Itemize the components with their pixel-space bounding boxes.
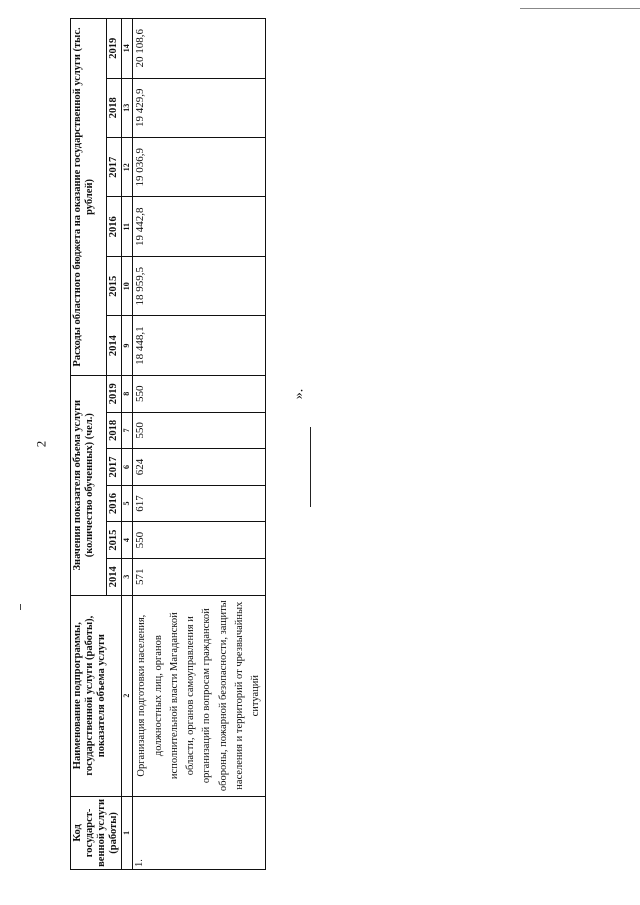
header-expense-year: 2019 — [107, 19, 122, 79]
volume-value: 550 — [133, 375, 266, 412]
header-volume-year: 2019 — [107, 375, 122, 412]
expense-value: 20 108,6 — [133, 19, 266, 79]
header-volume-year: 2014 — [107, 558, 122, 595]
volume-value: 550 — [133, 522, 266, 559]
closing-quote-mark: ». — [291, 388, 307, 400]
column-number: 7 — [122, 412, 133, 449]
expense-table-rotated — [70, 18, 262, 870]
service-name: Организация подготовки населения, должностных лиц, органов исполнительной власти Магаданской области, органов самоуправления и организаций по вопросам гражданской обороны, пожарной безопасности, защиты населения и территорий от чрезвычайных ситуаций — [133, 595, 266, 796]
column-number: 13 — [122, 78, 133, 137]
column-number: 8 — [122, 375, 133, 412]
column-number: 10 — [122, 256, 133, 315]
column-number: 2 — [122, 595, 133, 796]
column-number: 4 — [122, 522, 133, 559]
expense-value: 19 036,9 — [133, 138, 266, 197]
expense-value: 19 429,9 — [133, 78, 266, 137]
expense-value: 18 448,1 — [133, 316, 266, 375]
header-code: Код государст-венной услуги (работы) — [71, 796, 122, 869]
services-table — [70, 18, 266, 870]
table-row — [133, 19, 266, 870]
header-volume-year: 2017 — [107, 449, 122, 486]
volume-value: 617 — [133, 485, 266, 522]
header-volume-year: 2016 — [107, 485, 122, 522]
page-number: 2 — [33, 440, 49, 448]
header-volume-group: Значения показателя объема услуги (количество обученных) (чел.) — [71, 375, 107, 595]
header-expense-year: 2014 — [107, 316, 122, 375]
header-volume-year: 2015 — [107, 522, 122, 559]
column-number: 1 — [122, 796, 133, 869]
column-number: 14 — [122, 19, 133, 79]
column-number: 12 — [122, 138, 133, 197]
volume-value: 624 — [133, 449, 266, 486]
column-number: 5 — [122, 485, 133, 522]
column-number-row — [122, 19, 133, 870]
column-number: 9 — [122, 316, 133, 375]
expense-value: 19 442,8 — [133, 197, 266, 256]
volume-value: 571 — [133, 558, 266, 595]
header-expense-group: Расходы областного бюджета на оказание государственной услуги (тыс. рублей) — [71, 19, 107, 376]
header-expense-year: 2017 — [107, 138, 122, 197]
header-volume-year: 2018 — [107, 412, 122, 449]
column-number: 11 — [122, 197, 133, 256]
column-number: 3 — [122, 558, 133, 595]
closing-line — [310, 427, 311, 507]
margin-mark — [20, 604, 21, 610]
expense-value: 18 959,5 — [133, 256, 266, 315]
header-name: Наименование подпрограммы, государственной услуги (работы), показателя объема услуги — [71, 595, 122, 796]
top-rule — [520, 8, 640, 9]
volume-value: 550 — [133, 412, 266, 449]
service-code: 1. — [133, 796, 266, 869]
column-number: 6 — [122, 449, 133, 486]
header-expense-year: 2018 — [107, 78, 122, 137]
header-expense-year: 2016 — [107, 197, 122, 256]
header-expense-year: 2015 — [107, 256, 122, 315]
